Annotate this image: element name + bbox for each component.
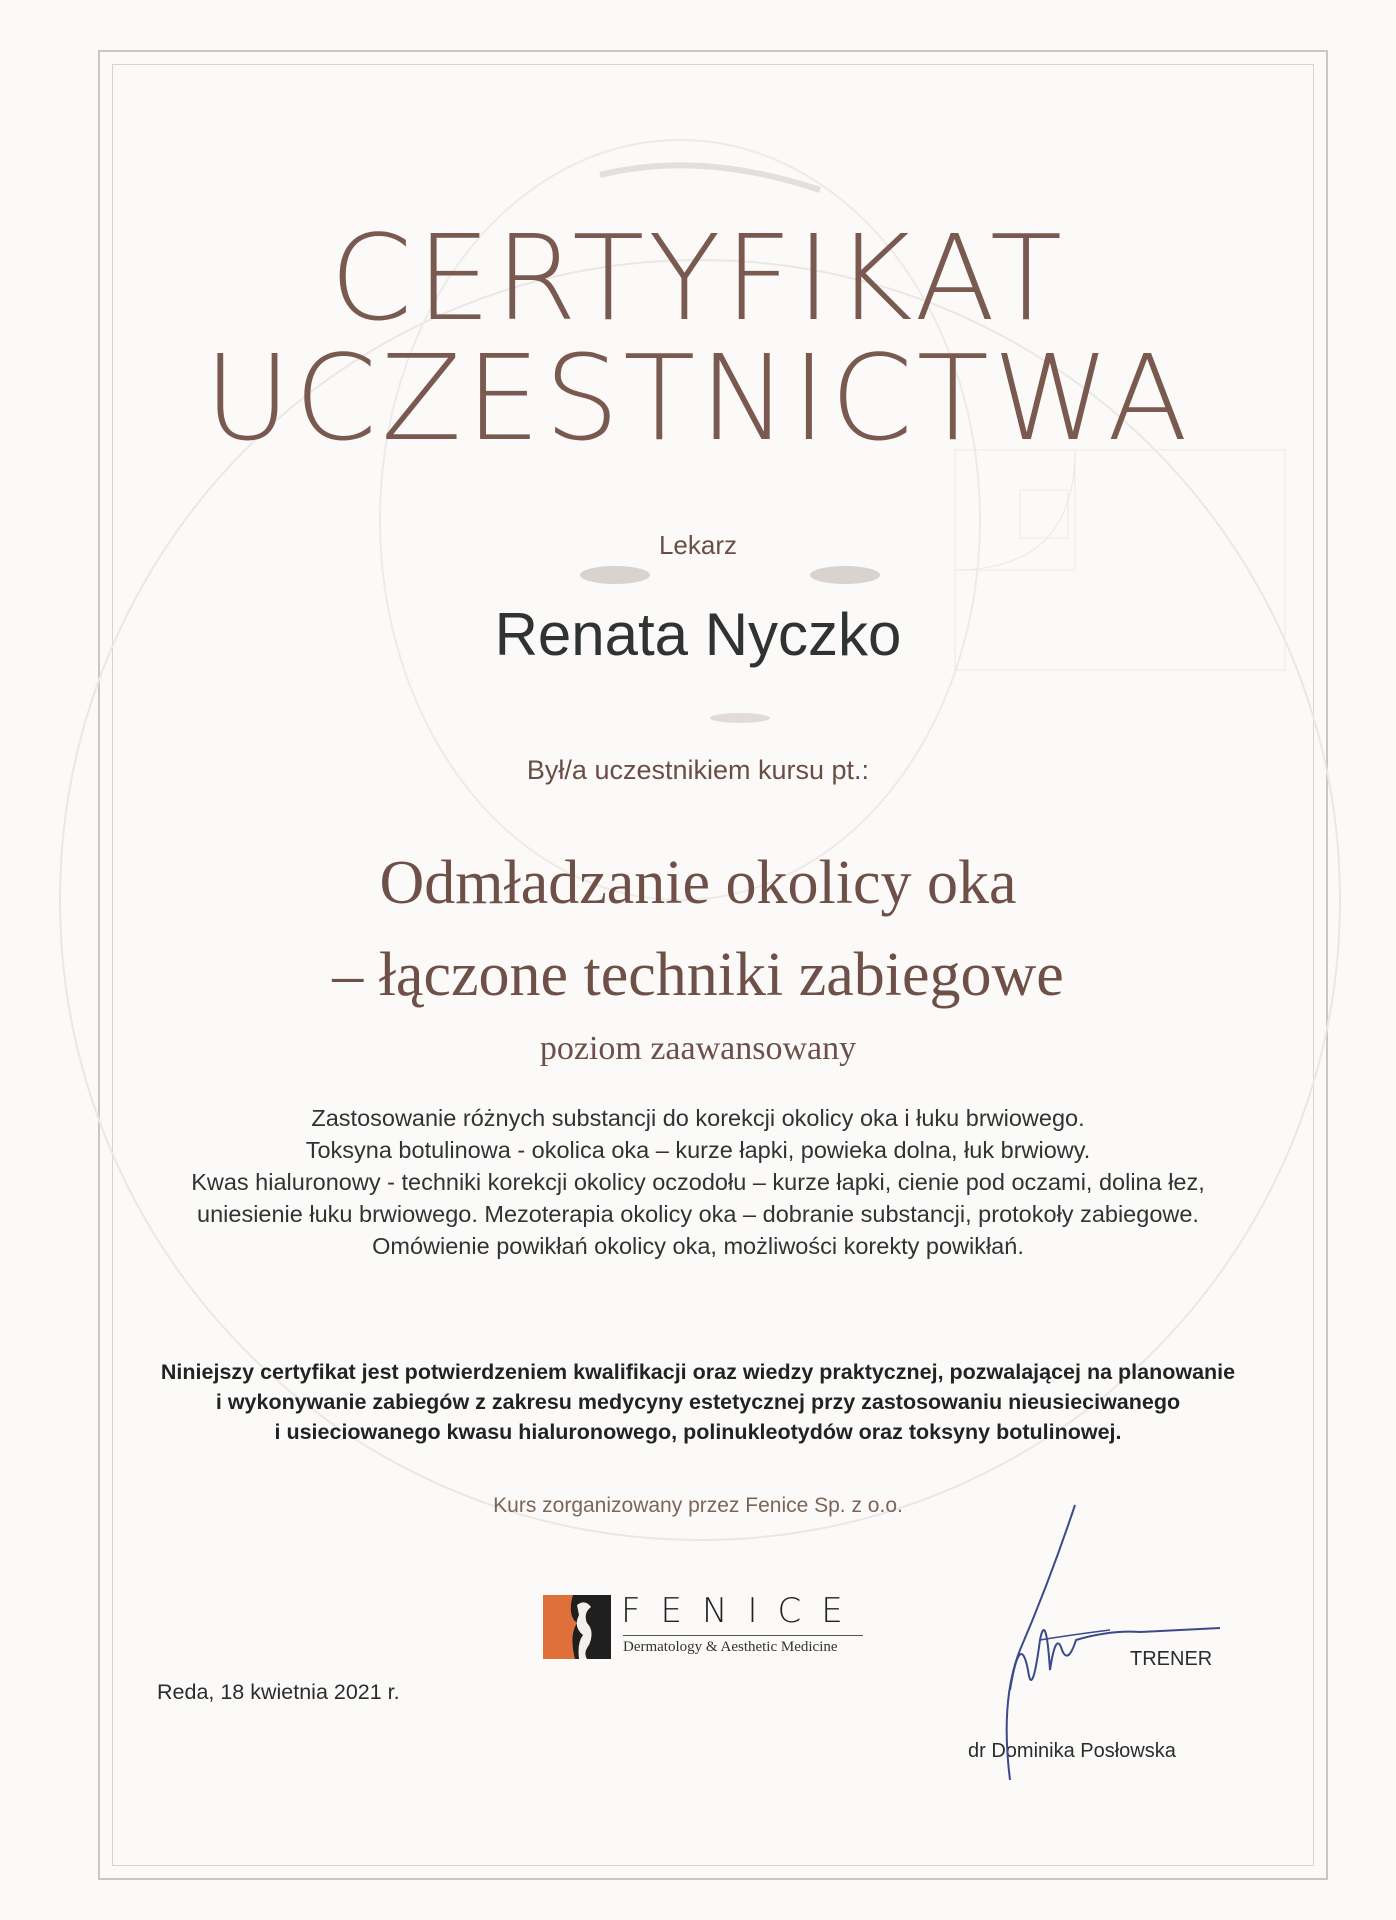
trainer-label: TRENER (1130, 1648, 1213, 1670)
course-title-line-1: Odmładzanie okolicy oka (379, 849, 1017, 917)
description-line: uniesienie łuku brwiowego. Mezoterapia okolicy oka – dobranie substancji, protokoły zabiegowe. (197, 1201, 1199, 1227)
description-line: Toksyna botulinowa - okolica oka – kurze łapki, powieka dolna, łuk brwiowy. (305, 1137, 1091, 1163)
issue-date: Reda, 18 kwietnia 2021 r. (157, 1680, 400, 1704)
statement-line: i usieciowanego kwasu hialuronowego, polinukleotydów oraz toksyny botulinowej. (274, 1420, 1122, 1444)
fenice-logo-icon (543, 1595, 611, 1659)
description-line: Omówienie powikłań okolicy oka, możliwości korekty powikłań. (372, 1233, 1024, 1259)
statement-line: Niniejszy certyfikat jest potwierdzeniem kwalifikacji oraz wiedzy praktycznej, pozwalającej na planowanie (160, 1360, 1236, 1384)
fenice-logo (543, 1591, 863, 1659)
fenice-logo-subtitle: Dermatology & Aesthetic Medicine (623, 1635, 863, 1656)
title-line-2: UCZESTNICTWA (204, 329, 1192, 467)
description-line: Zastosowanie różnych substancji do korekcji okolicy oka i łuku brwiowego. (311, 1105, 1085, 1131)
participant-role: Lekarz (658, 530, 738, 560)
participation-text: Był/a uczestnikiem kursu pt.: (526, 755, 870, 785)
title-line-1: CERTYFIKAT (329, 209, 1067, 347)
description-line: Kwas hialuronowy - techniki korekcji okolicy oczodołu – kurze łapki, cienie pod oczami, dolina łez, (191, 1169, 1205, 1195)
course-description (0, 1102, 1396, 1262)
course-title-line-2: – łączone techniki zabiegowe (332, 941, 1064, 1009)
fenice-logo-name: FENICE (621, 1591, 863, 1631)
participant-name: Renata Nyczko (494, 601, 902, 668)
trainer-name: dr Dominika Posłowska (968, 1740, 1176, 1762)
statement-line: i wykonywanie zabiegów z zakresu medycyny estetycznej przy zastosowaniu nieusieciwanego (215, 1390, 1181, 1414)
organizer-text: Kurs zorganizowany przez Fenice Sp. z o.o. (493, 1494, 903, 1517)
qualification-statement (0, 1357, 1396, 1447)
course-level: poziom zaawansowany (539, 1030, 857, 1067)
